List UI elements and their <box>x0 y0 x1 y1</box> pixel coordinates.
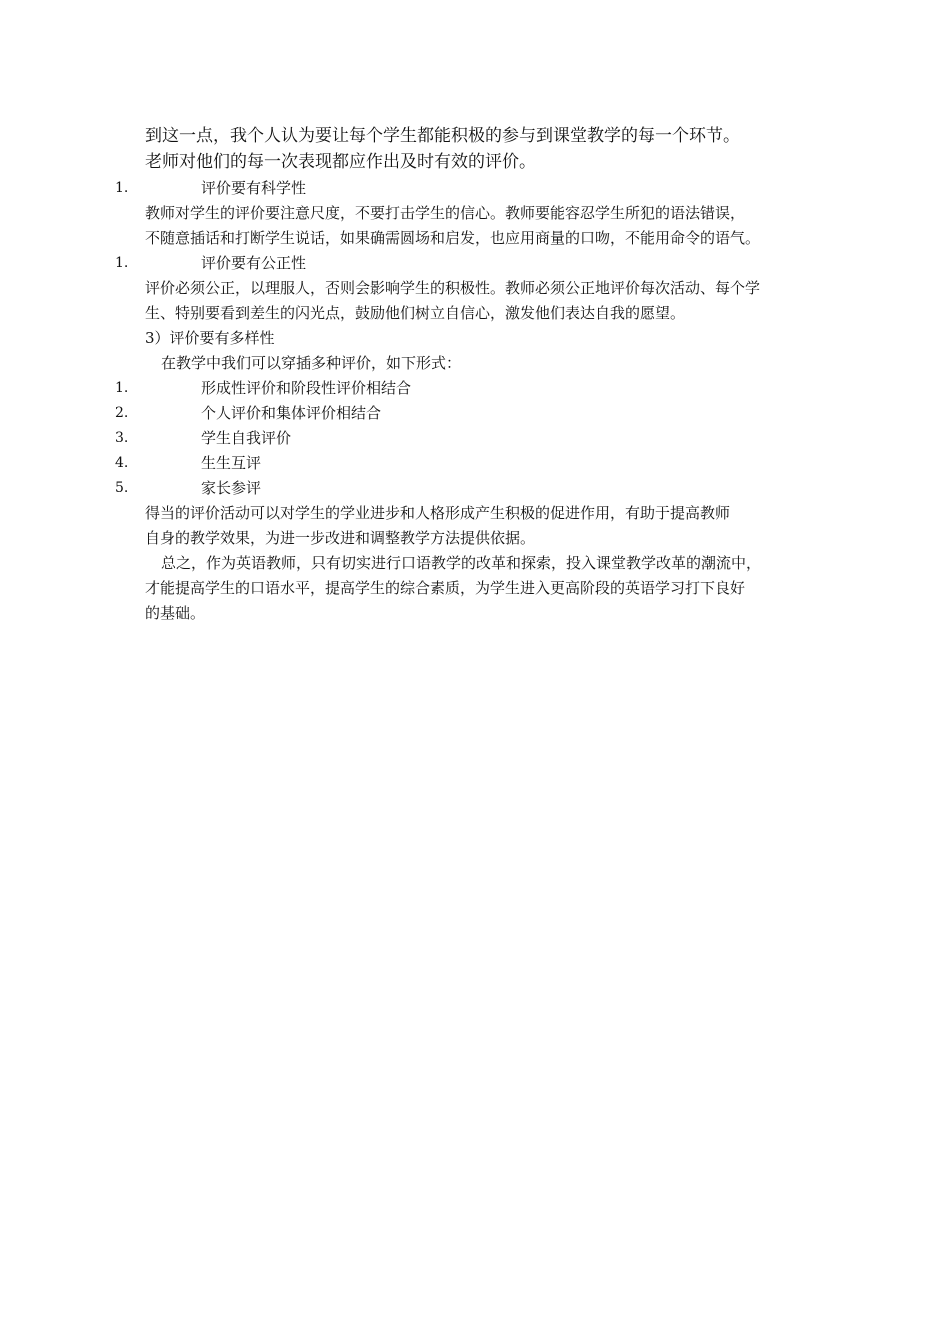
section1-body-line-2: 不随意插话和打断学生说话，如果确需圆场和启发，也应用商量的口吻，不能用命令的语气。 <box>145 229 761 247</box>
list-item-label: 个人评价和集体评价相结合 <box>201 404 382 422</box>
section3-heading: 3）评价要有多样性 <box>145 329 275 347</box>
section3-intro: 在教学中我们可以穿插多种评价，如下形式： <box>161 354 462 372</box>
conclusion-line-1: 总之，作为英语教师，只有切实进行口语教学的改革和探索，投入课堂教学改革的潮流中， <box>161 554 762 572</box>
section2-heading: 评价要有公正性 <box>201 254 307 272</box>
list-item-label: 学生自我评价 <box>201 429 292 447</box>
intro-line-2: 老师对他们的每一次表现都应作出及时有效的评价。 <box>145 152 536 172</box>
section3-after-line-1: 得当的评价活动可以对学生的学业进步和人格形成产生积极的促进作用，有助于提高教师 <box>145 504 731 522</box>
list-item-label: 家长参评 <box>201 479 262 497</box>
list-item-label: 生生互评 <box>201 454 262 472</box>
list-item-number: 2. <box>115 405 129 421</box>
conclusion-line-2: 才能提高学生的口语水平，提高学生的综合素质，为学生进入更高阶段的英语学习打下良好 <box>145 579 746 597</box>
section1-heading: 评价要有科学性 <box>201 179 307 197</box>
conclusion-line-3: 的基础。 <box>145 604 206 622</box>
list-item-number: 1. <box>115 380 129 396</box>
section2-number: 1. <box>115 255 129 271</box>
list-item-number: 5. <box>115 480 129 496</box>
section2-body-line-2: 生、特别要看到差生的闪光点，鼓励他们树立自信心，激发他们表达自我的愿望。 <box>145 304 686 322</box>
intro-line-1: 到这一点，我个人认为要让每个学生都能积极的参与到课堂教学的每一个环节。 <box>145 126 740 146</box>
section3-after-line-2: 自身的教学效果，为进一步改进和调整教学方法提供依据。 <box>145 529 536 547</box>
section2-body-line-1: 评价必须公正，以理服人，否则会影响学生的积极性。教师必须公正地评价每次活动、每个学 <box>145 279 761 297</box>
list-item-number: 3. <box>115 430 129 446</box>
section1-body-line-1: 教师对学生的评价要注意尺度，不要打击学生的信心。教师要能容忍学生所犯的语法错误， <box>145 204 746 222</box>
section1-number: 1. <box>115 180 129 196</box>
list-item-number: 4. <box>115 455 129 471</box>
list-item-label: 形成性评价和阶段性评价相结合 <box>201 379 412 397</box>
